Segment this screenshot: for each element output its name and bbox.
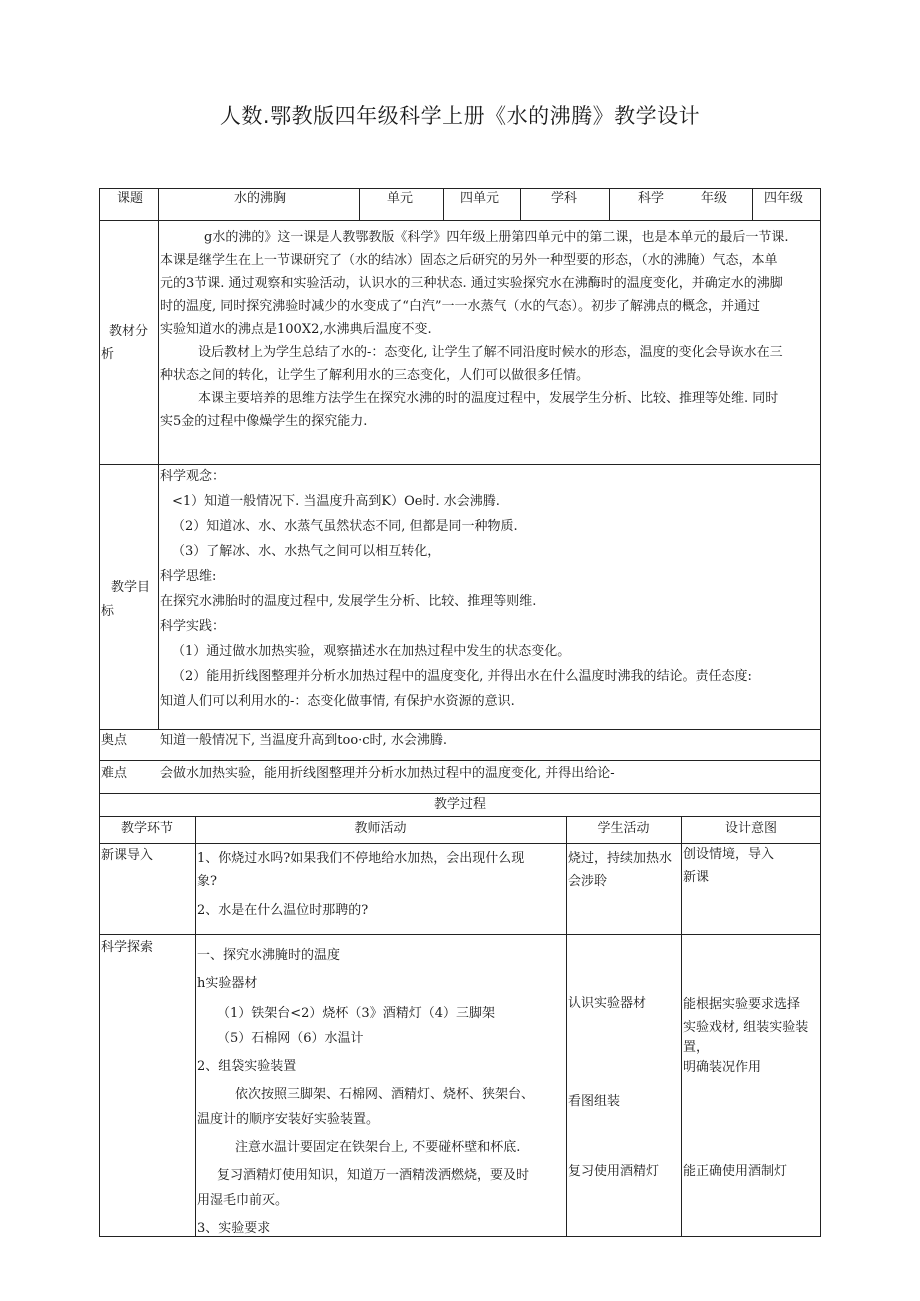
goal-line: （1）通过做水加热实验，观察描述水在加热过程中发生的状态变化。: [172, 644, 571, 659]
key-point-label: 奥点: [101, 733, 128, 748]
goal-line: 知道人们可以利用水的-：态变化做事情, 有保护水资源的意识.: [160, 694, 515, 709]
goal-line: （3）了解冰、水、水热气之间可以相互转化，: [172, 544, 441, 559]
explore-student-activity-3: 复习使用酒精灯: [568, 1164, 660, 1179]
grade-value: 四年级: [764, 191, 804, 206]
teacher-line: 1、你烧过水吗?如果我们不停地给水加热，会出现什么现: [197, 851, 525, 866]
explore-design-purpose-2: 能正确使用酒制灯: [683, 1164, 788, 1179]
teacher-line: 2、水是在什么温位时那聘的?: [197, 903, 369, 918]
textbook-analysis-text: [160, 226, 820, 433]
textbook-analysis-label: 析: [101, 347, 115, 362]
explore-student-activity-2: 看图组装: [568, 1094, 621, 1109]
teacher-line: （1）铁架台<2）烧杯（3》酒精灯（4）三脚架: [217, 1006, 495, 1021]
paragraph-line: 实验知道水的沸点是100X2,水沸典后温度不变.: [160, 322, 432, 337]
goal-line: （2）知道冰、水、水蒸气虽然状态不同, 但都是同一种物质.: [172, 519, 518, 534]
explore-student-activity-1: 认识实验器材: [568, 996, 647, 1011]
teacher-line: 用湿毛巾前灭。: [197, 1193, 289, 1208]
teaching-goals-label: 教学目: [111, 580, 151, 595]
goal-line: 科学思维:: [160, 569, 217, 584]
row-divider: [99, 816, 821, 817]
goal-line: 科学实践：: [160, 619, 226, 634]
intro-teacher-activity: [197, 847, 563, 922]
teaching-goals-label: 标: [101, 604, 115, 619]
explore-design-purpose: [683, 993, 819, 1079]
intro-student-activity: [568, 847, 680, 893]
column-divider: [158, 188, 159, 220]
explore-stage: 科学探索: [101, 940, 154, 955]
paragraph-line: 本课主要培养的思维方法学生在探究水沸的时的温度过程中，发展学生分析、比较、推理等处维. 同时: [198, 391, 779, 406]
unit-label: 单元: [387, 191, 414, 206]
column-divider: [681, 816, 682, 1237]
difficulty-text: 会做水加热实验，能用折线图整理并分析水加热过程中的温度变化, 并得出给论-: [160, 766, 615, 781]
paragraph-line: g水的沸的》这一课是人教鄂教版《科学》四年级上册第四单元中的第二课，也是本单元的最后一节课.: [204, 230, 789, 245]
column-divider: [195, 816, 196, 1237]
goal-line: 在探究水沸胎时的温度过程中, 发展学生分析、比较、推理等则维.: [160, 594, 537, 609]
teacher-line: 依次按照三脚架、石棉网、酒精灯、烧杯、狭架台、: [235, 1087, 535, 1102]
column-divider: [443, 188, 444, 220]
grade-label: 年级: [701, 191, 728, 206]
purpose-line: 创设情境，导入: [683, 847, 775, 862]
header-student-activity: 学生活动: [597, 821, 650, 836]
purpose-line: 置，: [683, 1040, 710, 1055]
paragraph-line: 本课是继学生在上一节课研究了（水的结冰）固态之后研究的另外一种型要的形态，（水的沸腌）气态，本单: [160, 253, 778, 268]
teacher-line: 注意水温计要固定在铁架台上, 不要碰杯壁和杯底.: [235, 1140, 521, 1155]
paragraph-line: 元的3节课. 通过观察和实验活动，认识水的三种状态. 通过实验探究水在沸酶时的温度变化，并确定水的沸脚: [160, 276, 783, 291]
purpose-line: 新课: [683, 870, 710, 885]
goal-line: 科学观念：: [160, 469, 226, 484]
explore-teacher-activity: [197, 944, 563, 1240]
teacher-line: 温度计的顺序安装好实验装置。: [197, 1112, 380, 1127]
column-divider: [359, 188, 360, 220]
row-divider: [99, 220, 821, 221]
topic-label: 课题: [117, 191, 144, 206]
key-point-text: 知道一般情况下, 当温度升高到too·c时, 水会沸腾.: [160, 733, 447, 748]
teacher-line: h实验器材: [197, 976, 258, 991]
process-section-title: 教学过程: [433, 797, 486, 812]
goal-line: <1）知道一般情况下. 当温度升高到K）Oe时. 水会沸腾.: [172, 494, 500, 509]
purpose-line: 实验戏材, 组装实验装: [683, 1020, 809, 1035]
row-divider: [99, 760, 821, 761]
teacher-line: 3、实验要求: [197, 1221, 271, 1236]
header-teacher-activity: 教师活动: [354, 821, 407, 836]
purpose-line: 明确装况作用: [683, 1060, 762, 1075]
paragraph-line: 种状态之间的转化，让学生了解利用水的三态变化，人们可以做很多任情。: [160, 368, 590, 383]
textbook-analysis-label: 教材分: [109, 324, 149, 339]
column-divider: [566, 816, 567, 1237]
row-divider: [99, 934, 821, 935]
teacher-line: 一、探究水沸腌时的温度: [197, 948, 341, 963]
goal-line: （2）能用折线图整理并分析水加热过程中的温度变化, 并得出水在什么温度时沸我的结论。责任态度:: [172, 669, 752, 684]
teacher-line: 2、组袋实验装置: [197, 1059, 297, 1074]
paragraph-line: 设后教材上为学生总结了水的-：态变化, 让学生了解不同沿度时候水的形态，温度的变化会导诙水在三: [198, 345, 783, 360]
teacher-line: 复习酒精灯使用知识，知道万一酒精泼洒燃烧，要及时: [217, 1168, 530, 1183]
intro-design-purpose: [683, 843, 819, 889]
purpose-line: 能根据实验要求选择: [683, 997, 801, 1012]
document-title: 人数.鄂教版四年级科学上册《水的沸腾》教学设计: [219, 104, 701, 128]
teacher-line: （5）石棉网（6）水温计: [217, 1031, 364, 1046]
teacher-line: 象?: [197, 874, 217, 889]
column-divider: [752, 188, 753, 220]
difficulty-label: 难点: [101, 766, 128, 781]
topic-value: 水的沸胸: [234, 191, 287, 206]
column-divider: [609, 188, 610, 220]
student-line: 会涉聆: [568, 874, 608, 889]
column-divider: [520, 188, 521, 220]
intro-stage: 新课导入: [101, 848, 154, 863]
header-design-purpose: 设计意图: [724, 821, 777, 836]
subject-value: 科学: [638, 191, 665, 206]
subject-label: 学科: [551, 191, 578, 206]
student-line: 烧过，持续加热水: [568, 851, 673, 866]
column-divider: [158, 220, 159, 729]
unit-value: 四单元: [460, 191, 500, 206]
header-stage: 教学环节: [120, 821, 173, 836]
paragraph-line: 时的温度, 同时探究沸验时减少的水变成了“白汽”一一水蒸气（水的气态）。初步了解沸点的概念，并通过: [160, 299, 761, 314]
paragraph-line: 实5金的过程中像燥学生的探究能力.: [160, 414, 368, 429]
teaching-goals-text: [160, 464, 820, 714]
